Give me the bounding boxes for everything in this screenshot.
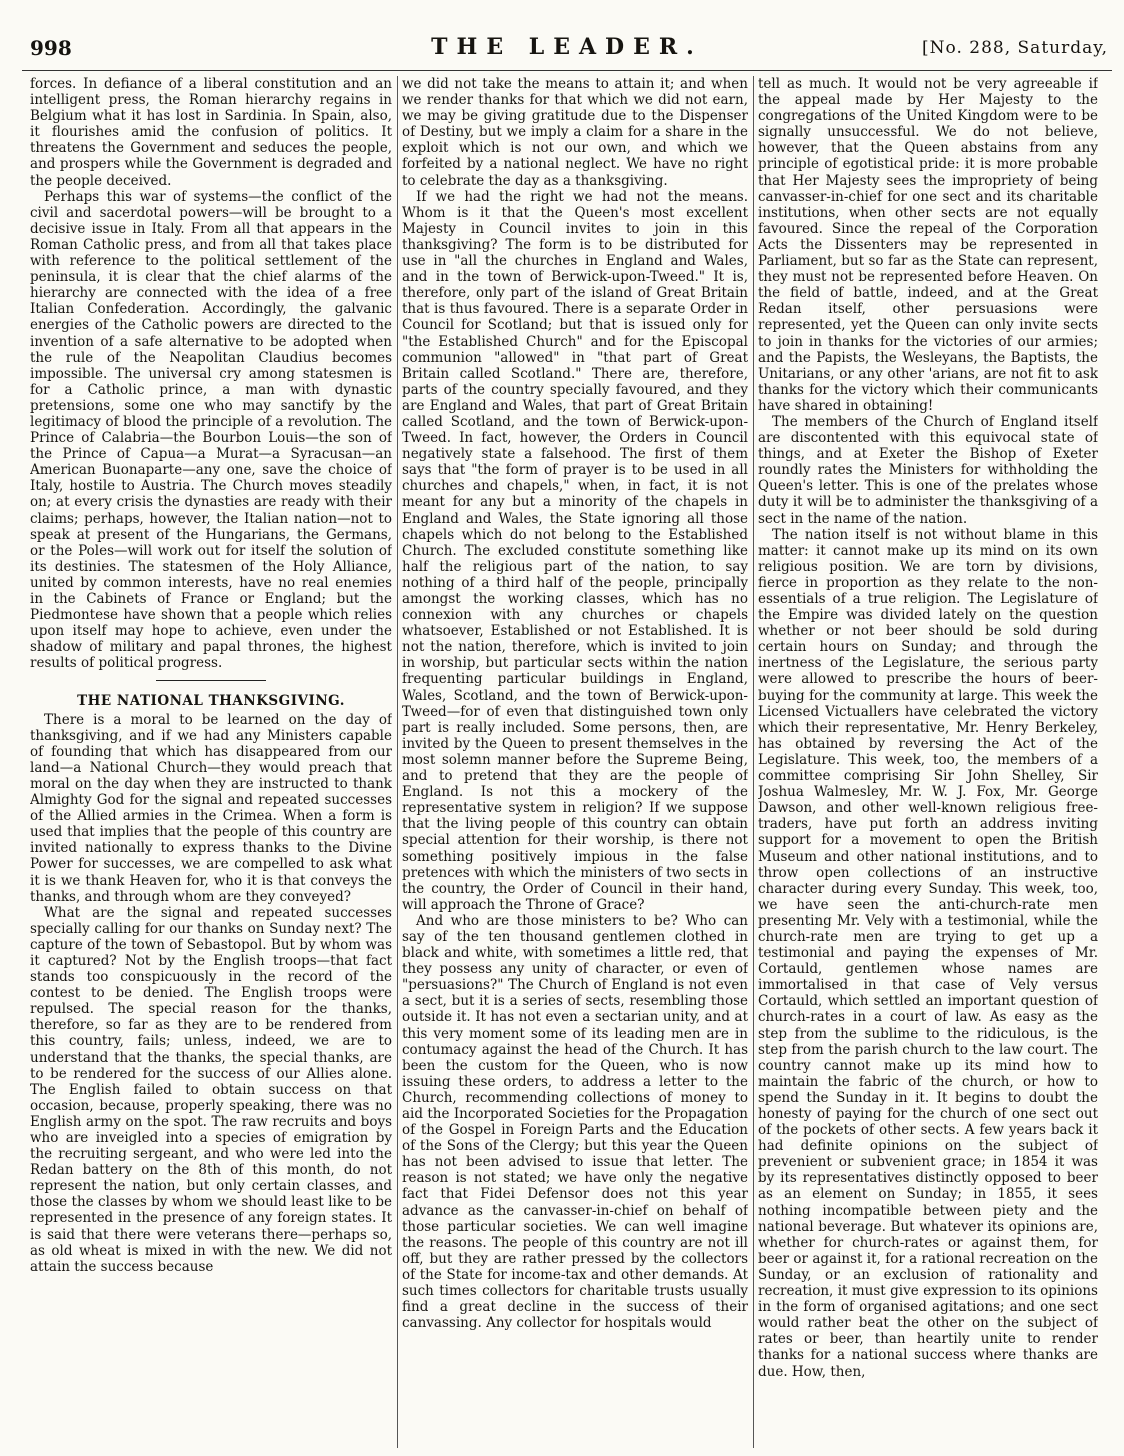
paragraph: we did not take the means to attain it; and when we render thanks for that which we did not earn, we may be giving gratitude due to the Dispenser of Destiny, but we imply a claim for a share in the exploit which is not our own, and which we forfeited by a national neglect. We have no right to celebrate the day as a thanksgiving. [402, 76, 748, 189]
article-heading: THE NATIONAL THANKSGIVING. [77, 693, 345, 710]
paragraph: If we had the right we had not the means. Whom is it that the Queen's most excellent Majesty in Council invites to join in this thanksgiving? The form is to be distributed for use in "all the churches in England and Wales, and in the town of Berwick-upon-Tweed." It is, therefore, only part of the island of Great Britain that is thus favoured. There is a separate Order in Council for Scotland; but that is issued only for "the Established Church" and for the Episcopal communion "allowed" in "that part of Great Britain called Scotland." There are, therefore, parts of the country specially favoured, and they are England and Wales, that part of Great Britain called Scotland, and the town of Berwick-upon-Tweed. In fact, however, the Orders in Council negatively state a falsehood. The first of them says that "the form of prayer is to be used in all churches and chapels," when, in fact, it is not meant for any but a minority of the chapels in England and Wales, the State ignoring all those chapels which do not belong to the Established Church. The excluded constitute something like half the religious part of the nation, to say nothing of a third half of the people, principally amongst the working classes, which has no connexion with any churches or chapels whatsoever, Established or not Established. It is not the nation, therefore, which is invited to join in worship, but particular sects within the nation frequenting particular buildings in England, Wales, Scotland, and the town of Berwick-upon-Tweed—for of even that distinguished town only part is really included. Some persons, then, are invited by the Queen to present themselves in the most solemn manner before the Supreme Being, and to pretend that they are the people of England. Is not this a mockery of the representative system in religion? If we suppose that the living people of this country can obtain special attention for their worship, is there not something positively impious in the false pretences with which the ministers of two sects in the country, the Order of Council in their hand, will approach the Throne of Grace? [402, 188, 748, 913]
paragraph: tell as much. It would not be very agreeable if the appeal made by Her Majesty to the congregations of the United Kingdom were to be signally unsuccessful. We do not believe, however, that the Queen abstains from any principle of egotistical pride: it is more probable that Her Majesty sees the impropriety of being canvasser-in-chief for one sect and its charitable institutions, when other sects are not equally favoured. Since the repeal of the Corporation Acts the Dissenters may be represented in Parliament, but so far as the State can represent, they must not be represented before Heaven. On the field of battle, indeed, and at the Great Redan itself, other persuasions were represented, yet the Queen can only invite sects to join in thanks for the victories of our armies; and the Papists, the Wesleyans, the Baptists, the Unitarians, or any other 'arians, are not fit to ask thanks for the victory which their communicants have shared in obtaining! [758, 76, 1098, 414]
section-divider [156, 680, 266, 681]
paragraph: What are the signal and repeated successes specially calling for our thanks on Sunday next? The capture of the town of Sebastopol. But by whom was it captured? Not by the English troops—that fact stands too conspicuously in the record of the contest to be denied. The English troops were repulsed. The special reason for the thanks, therefore, so far as they are to be rendered from this country, fails; unless, indeed, we are to understand that the thanks, the special thanks, are to be rendered for the success of our Allies alone. The English failed to obtain success on that occasion, because, properly speaking, there was no English army on the spot. The raw recruits and boys who are inveigled into a species of emigration by the recruiting sergeant, and who were led into the Redan battery on the 8th of this month, do not represent the nation, but only certain classes, and those the classes by whom we should least like to be represented in the presence of any foreign states. It is said that there were veterans there—perhaps so, as old wheat is mixed in with the new. We did not attain the success because [30, 904, 392, 1275]
paragraph: Perhaps this war of systems—the conflict of the civil and sacerdotal powers—will be brought to a decisive issue in Italy. From all that appears in the Roman Catholic press, and from all that takes place with reference to the political settlement of the peninsula, it is clear that the chief alarms of the hierarchy are connected with the idea of a free Italian Confederation. Accordingly, the galvanic energies of the Catholic powers are directed to the invention of a safe alternative to be adopted when the rule of the Neapolitan Claudius becomes impossible. The universal cry among statesmen is for a Catholic prince, a man with dynastic pretensions, some one who may sanctify by the legitimacy of blood the principle of a revolution. The Prince of Calabria—the Bourbon Louis—the son of the Prince of Capua—a Murat—a Syracusan—an American Buonaparte—any one, save the choice of Italy, hostile to Austria. The Church moves steadily on; at every crisis the dynasties are ready with their claims; perhaps, however, the Italian nation—not to speak at present of the Hungarians, the Germans, or the Poles—will work out for itself the solution of its destinies. The statesmen of the Holy Alliance, united by common interests, have no real enemies in the Cabinets of France or England; but the Piedmontese have shown that a people which relies upon itself may hope to achieve, even under the shadow of military and papal thrones, the highest results of political progress. [30, 188, 392, 672]
newspaper-title: THE LEADER. [431, 34, 703, 60]
column-rule [397, 76, 398, 1448]
paragraph: forces. In defiance of a liberal constitution and an intelligent press, the Roman hierarchy regains in Belgium what it has lost in Sardinia. In Spain, also, it flourishes amid the confusion of politics. It threatens the Government and seduces the people, and prospers while the Government is degraded and the people deceived. [30, 76, 392, 189]
column-rule [753, 76, 754, 1448]
paragraph: The members of the Church of England itself are discontented with this equivocal state of things, and at Exeter the Bishop of Exeter roundly rates the Ministers for withholding the Queen's letter. This is one of the prelates whose duty it will be to administer the thanksgiving of a sect in the name of the nation. [758, 413, 1098, 527]
issue-info: [No. 288, Saturday, [922, 38, 1108, 58]
paragraph: There is a moral to be learned on the day of thanksgiving, and if we had any Ministers capable of founding that which has disappeared from our land—a National Church—they would preach that moral on the day when they are instructed to thank Almighty God for the signal and repeated successes of the Allied armies in the Crimea. When a form is used that implies that the people of this country are invited nationally to express thanks to the Divine Power for successes, we are compelled to ask what it is we thank Heaven for, who it is that conveys the thanks, and through whom are they conveyed? [30, 711, 392, 905]
page-number: 998 [30, 36, 72, 60]
masthead [22, 30, 1112, 71]
column-2 [402, 76, 748, 1448]
paragraph: And who are those ministers to be? Who can say of the ten thousand gentlemen clothed in black and white, with sometimes a little red, that they possess any unity of character, or even of "persuasions?" The Church of England is not even a sect, but it is a series of sects, resembling those outside it. It has not even a sectarian unity, and at this very moment some of its leading men are in contumacy against the head of the Church. It has been the custom for the Queen, who is now issuing these orders, to address a letter to the Church, recommending collections of money to aid the Incorporated Societies for the Propagation of the Gospel in Foreign Parts and the Education of the Sons of the Clergy; but this year the Queen has not been advised to issue that letter. The reason is not stated; we have only the negative fact that Fidei Defensor does not this year advance as the canvasser-in-chief on behalf of those particular societies. We can well imagine the reasons. The people of this country are not ill off, but they are rather pressed by the collectors of the State for income-tax and other demands. At such times collectors for charitable trusts usually find a great decline in the success of their canvassing. Any collector for hospitals would [402, 912, 748, 1332]
column-3 [758, 76, 1098, 1448]
paragraph: The nation itself is not without blame in this matter: it cannot make up its mind on its own religious position. We are torn by divisions, fierce in proportion as they relate to the non-essentials of a true religion. The Legislature of the Empire was divided lately on the question whether or not beer should be sold during certain hours on Sunday; and through the inertness of the Legislature, the serious party were allowed to prescribe the hours of beer-buying for the community at large. This week the Licensed Victuallers have celebrated the victory which their representative, Mr. Henry Berkeley, has obtained by reversing the Act of the Legislature. This week, too, the members of a committee comprising Sir John Shelley, Sir Joshua Walmesley, Mr. W. J. Fox, Mr. George Dawson, and other well-known religious free-traders, have put forth an address inviting support for a movement to open the British Museum and other national institutions, and to throw open collections of an instructive character during every Sunday. This week, too, we have seen the anti-church-rate men presenting Mr. Vely with a testimonial, while the church-rate men are trying to get up a testimonial and paying the expenses of Mr. Cortauld, gentlemen whose names are immortalised in that case of Vely versus Cortauld, which settled an important question of church-rates in a court of law. As easy as the step from the sublime to the ridiculous, is the step from the parish church to the law court. The country cannot make up its mind how to maintain the fabric of the church, or how to spend the Sunday in it. It begins to doubt the honesty of paying for the church of one sect out of the pockets of other sects. A few years back it had definite opinions on the subject of prevenient or subvenient grace; in 1854 it was by its representatives distinctly opposed to beer as an element on Sunday; in 1855, it sees nothing incompatible between piety and the national beverage. But whatever its opinions are, whether for church-rates or against them, for beer or against it, for a rational recreation on the Sunday, or an exclusion of rationality and recreation, it must give expression to its opinions in the form of organised agitations; and one sect would rather beat the other on the subject of rates or beer, than heartily unite to render thanks for a national success where thanks are due. How, then, [758, 526, 1098, 1380]
column-1 [30, 76, 392, 1448]
